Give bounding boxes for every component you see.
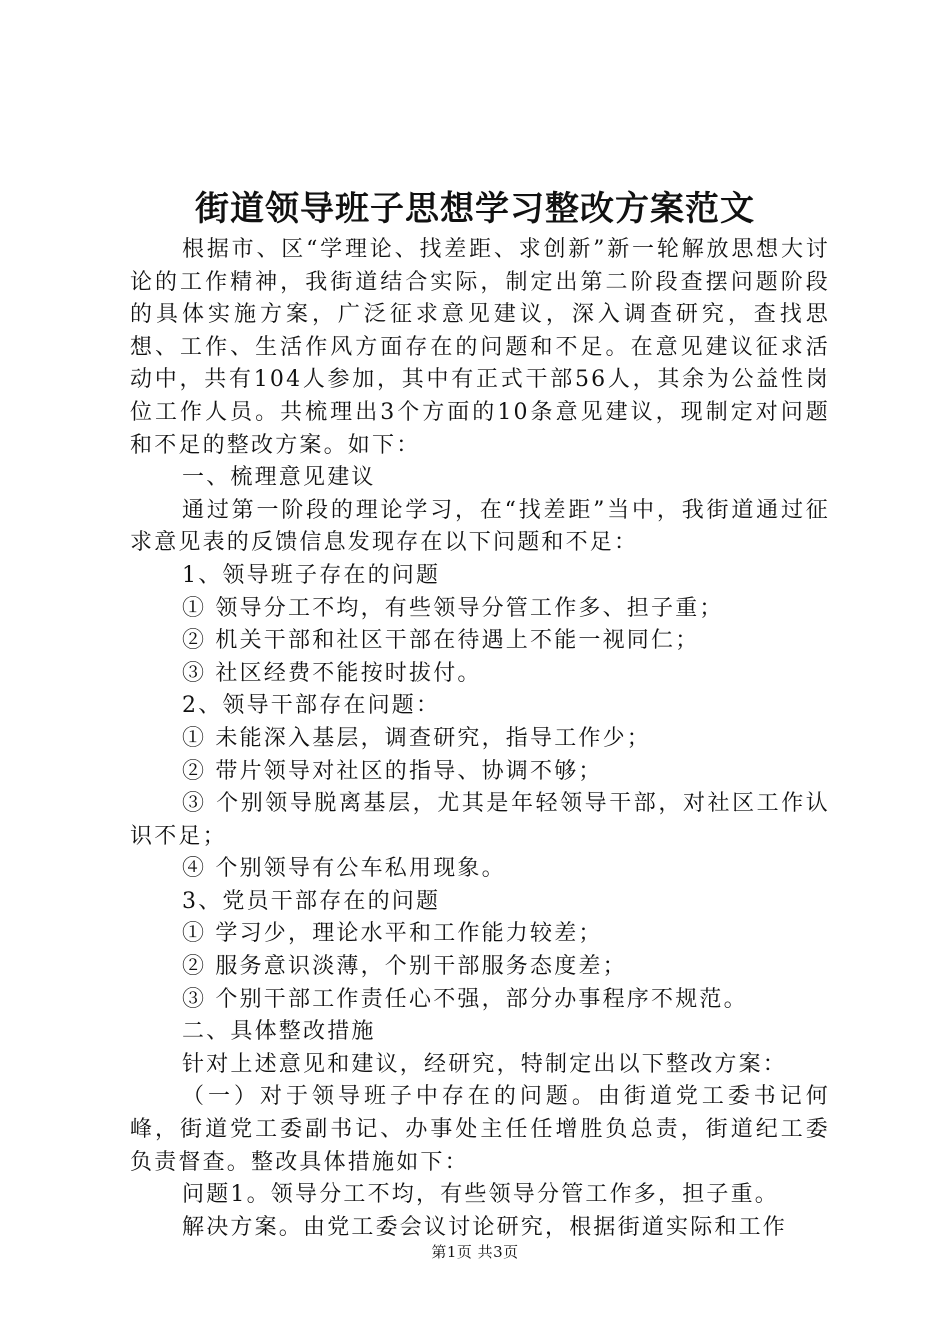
list-item: ① 领导分工不均，有些领导分管工作多、担子重；: [182, 595, 724, 621]
list-item: ① 学习少，理论水平和工作能力较差；: [182, 921, 603, 947]
list-item: ② 机关干部和社区干部在待遇上不能一视同仁；: [182, 628, 700, 654]
list-item: ③ 个别领导脱离基层，尤其是年轻领导干部，对社区工作认识不足；: [130, 791, 830, 849]
list-item: ④ 个别领导有公车私用现象。: [182, 856, 506, 882]
list-item: ③ 个别干部工作责任心不强，部分办事程序不规范。: [182, 986, 748, 1012]
paragraph-responsibility: （一）对于领导班子中存在的问题。由街道党工委书记何峰，街道党工委副书记、办事处主任任增胜负总责，街道纪工委负责督查。整改具体措施如下：: [130, 1084, 830, 1175]
document-body: [130, 234, 830, 1244]
paragraph-measures-intro: 针对上述意见和建议，经研究，特制定出以下整改方案：: [182, 1051, 788, 1077]
list-item: ② 带片领导对社区的指导、协调不够；: [182, 758, 603, 784]
document-title: 街道领导班子思想学习整改方案范文: [195, 189, 755, 229]
page-footer: 第1页 共3页: [431, 1243, 519, 1261]
paragraph-findings: 通过第一阶段的理论学习，在“找差距”当中，我街道通过征求意见表的反馈信息发现存在以下问题和不足：: [130, 497, 830, 556]
list-item: ② 服务意识淡薄，个别干部服务态度差；: [182, 954, 627, 980]
section-heading-2: 二、具体整改措施: [182, 1019, 376, 1045]
list-item: ① 未能深入基层，调查研究，指导工作少；: [182, 725, 651, 751]
section-heading-1: 一、梳理意见建议: [182, 465, 376, 491]
paragraph-intro: 根据市、区“学理论、找差距、求创新”新一轮解放思想大讨论的工作精神，我街道结合实际，制定出第二阶段查摆问题阶段的具体实施方案，广泛征求意见建议，深入调查研究，查找思想、工作、生活作风方面存在的问题和不足。在意见建议征求活动中，共有104人参加，其中有正式干部56人，其余为公益性岗位工作人员。共梳理出3个方面的10条意见建议，现制定对问题和不足的整改方案。如下：: [130, 237, 830, 458]
paragraph-problem-1: 问题1。领导分工不均，有些领导分管工作多，担子重。: [182, 1182, 779, 1208]
subheading-leading-cadres: 2、领导干部存在问题：: [182, 693, 441, 719]
list-item: ③ 社区经费不能按时拔付。: [182, 660, 482, 686]
subheading-party-cadres: 3、党员干部存在的问题: [182, 888, 441, 914]
paragraph-solution-1: 解决方案。由党工委会议讨论研究，根据街道实际和工作: [182, 1214, 788, 1240]
subheading-leadership-team: 1、领导班子存在的问题: [182, 562, 441, 588]
